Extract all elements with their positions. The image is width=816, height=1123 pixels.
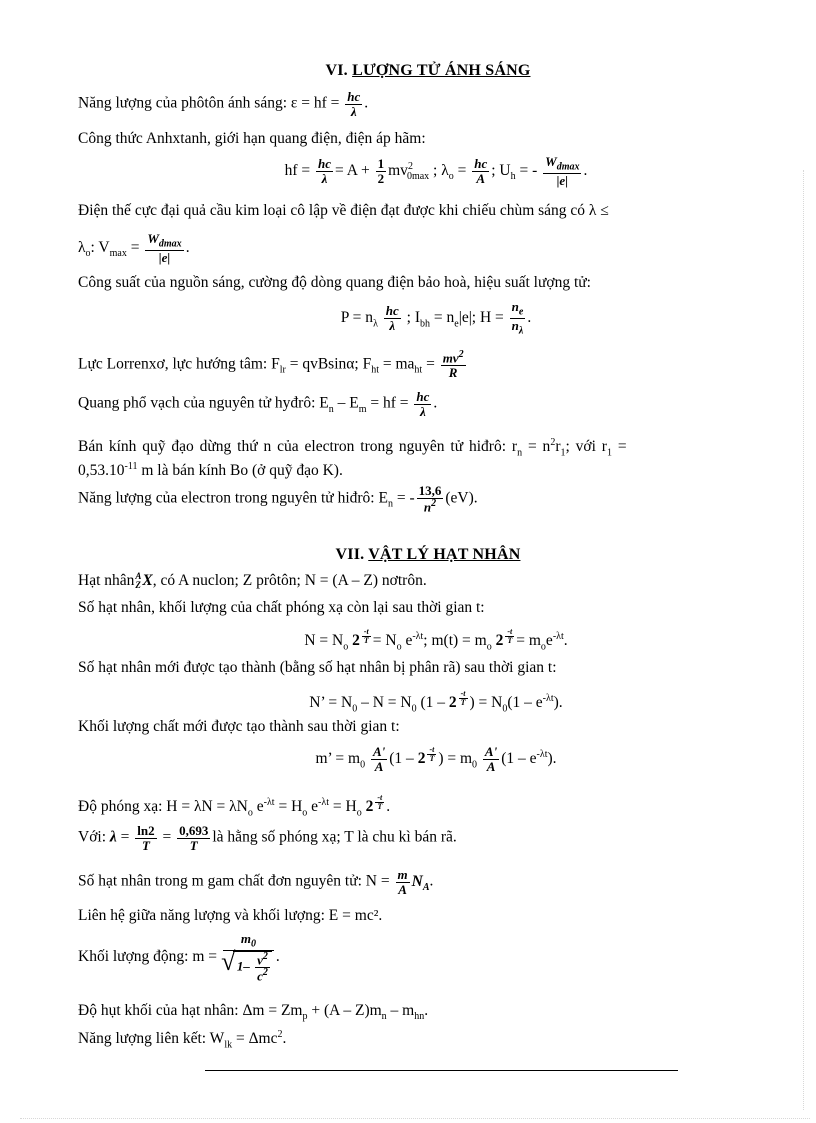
photon-energy-text: Năng lượng của phôtôn ánh sáng: ε = hf = (78, 94, 344, 112)
unit-ev: (eV). (445, 489, 478, 507)
electron-energy-text: Năng lượng của electron trong nguyên tử hiđrô: E (78, 489, 388, 507)
activity-text: Độ phóng xạ: H = λN = λN (78, 798, 248, 816)
margin-dots-right (803, 170, 804, 1110)
lorentz-line: Lực Lorrenxơ, lực hướng tâm: $F_{lr} = qvBsin\alpha$; $F_{ht} = ma_{ht}$ = $\frac{mv^2}{R}$ (78, 349, 464, 380)
bohr-tail: m là bán kính Bo (ở quỹ đạo K). (137, 462, 343, 480)
lorentz-text-b: = qvBsinα; F (285, 355, 372, 373)
hc-over-lambda-frac: $\frac{hc}{\lambda}$ (347, 89, 361, 119)
spectrum-text: Quang phổ vạch của nguyên tử hyđrô: E (78, 394, 329, 412)
hydrogen-spectrum-line: Quang phổ vạch của nguyên tử hyđrô: $E_n - E_m$ = hf = $\frac{hc}{\lambda}$ . (78, 389, 438, 419)
value-0693: 0,693 (179, 823, 209, 838)
vmax-formula: $\lambda_o$: $V_{max}$ = $\frac{W_{dmax}}{|e|}$ . (78, 231, 190, 266)
lorentz-text-a: Lực Lorrenxơ, lực hướng tâm: F (78, 355, 280, 373)
nucleus-tail: , có A nuclon; Z prôtôn; N = (A – Z) nơtrôn. (152, 572, 427, 589)
nucleus-text: Hạt nhân (78, 572, 135, 589)
nuclei-count-line: Số hạt nhân trong m gam chất đơn nguyên tử: N = $\frac{m}{A}$ $N_A$. (78, 867, 434, 897)
power-formula: $P = n_\lambda$ $\frac{hc}{\lambda}$ ; $I_{bh} = n_e|e|$; H = $\frac{n_e}{n_\lambda}$ . (340, 299, 532, 337)
new-nuclei-line: Số hạt nhân mới được tạo thành (bằng số hạt nhân bị phân rã) sau thời gian t: (78, 659, 557, 676)
bohr-value: 0,53.10 (78, 462, 125, 480)
activity-line: Độ phóng xạ: $H = \lambda N = \lambda N_o$ $e^{-\lambda t} = H_o$ $e^{-\lambda t} = H_o$ 2 $^{\frac{-t}{T}}$ . (78, 792, 391, 819)
mass-defect-line: Độ hụt khối của hạt nhân: $\Delta m = Zm_p + (A - Z)m_n - m_{hn}$. (78, 1002, 429, 1023)
nucleus-line: Hạt nhânA ZX, có A nuclon; Z prôtôn; N = (A – Z) nơtrôn. (78, 571, 427, 591)
binding-energy-text: Năng lượng liên kết: W (78, 1030, 225, 1048)
decay-constant-line: Với: λ = $\frac{\ln 2}{T}$ = $\frac{0,693}{T}$ là hằng số phóng xạ; T là chu kì bán rã. (78, 823, 457, 853)
section-6-title: LƯỢNG TỬ ÁNH SÁNG (352, 62, 531, 79)
nuclei-count-text: Số hạt nhân trong m gam chất đơn nguyên tử: N = (78, 872, 394, 890)
mass-defect-text: Độ hụt khối của hạt nhân: Δm = Zm (78, 1002, 303, 1019)
decay-constant-tail: là hằng số phóng xạ; T là chu kì bán rã. (212, 828, 457, 846)
electron-energy-line: Năng lượng của electron trong nguyên tử hiđrô: $E_n$ = - $\frac{13,6}{n^2}$ (eV). (78, 483, 478, 514)
mass-energy-line: Liên hệ giữa năng lượng và khối lượng: E = mc². (78, 907, 383, 924)
bohr-text: Bán kính quỹ đạo dừng thứ n của electron trong nguyên tử hiđrô: r (78, 438, 518, 456)
dynamic-mass-text: Khối lượng động: m = (78, 948, 221, 966)
power-line: Công suất của nguồn sáng, cường độ dòng quang điện bảo hoà, hiệu suất lượng tử: (78, 274, 591, 291)
dynamic-mass-line: Khối lượng động: m = $m_0$ √ 1– $\frac{v^2}{c^2}$ . (78, 932, 778, 983)
max-potential-line: Điện thế cực đại quả cầu kim loại cô lập về điện đạt được khi chiếu chùm sáng có λ ≤ (78, 202, 609, 219)
einstein-heading-line: Công thức Anhxtanh, giới hạn quang điện, điện áp hãm: (78, 130, 426, 147)
section-7-heading (0, 546, 816, 564)
with-label: Với: (78, 828, 107, 846)
value-13-6: 13,6 (418, 483, 442, 498)
new-nuclei-formula: N’ = $N_0 - N = N_0$ (1 – 2 $^{\frac{-t}{T}}$ ) = $N_0(1 - e^{-\lambda t})$. (309, 688, 563, 715)
binding-energy-line: Năng lượng liên kết: $W_{lk} = \Delta mc^2$. (78, 1029, 287, 1051)
section-7-number: VII. (335, 546, 365, 563)
bohr-radius-line-2: $0,53.10^{-11}$ m là bán kính Bo (ở quỹ đạo K). (78, 461, 343, 480)
decay-formula: $N = N_o$ 2 $^{\frac{-t}{T}}$ = $N_o$ $e^{-\lambda t}$; $m(t) = m_o$ 2 $^{\frac{-t}{T}}$ = $m_oe^{-\lambda t}$. (304, 626, 568, 653)
margin-dots-bottom (20, 1118, 810, 1119)
ln2-value: ln2 (137, 823, 155, 838)
bohr-radius-line: Bán kính quỹ đạo dừng thứ n của electron trong nguyên tử hiđrô: $r_n = n^2r_1$; với $r_1$ = (78, 437, 627, 459)
section-7-title: VẬT LÝ HẠT NHÂN (368, 546, 521, 563)
lorentz-text-c: = ma (378, 355, 415, 373)
new-mass-line: Khối lượng chất mới được tạo thành sau thời gian t: (78, 718, 400, 735)
photon-energy-line: Năng lượng của phôtôn ánh sáng: ε = hf = $\frac{hc}{\lambda}$ . (78, 89, 369, 119)
section-6-number: VI. (325, 62, 348, 79)
new-mass-formula: m’ = $m_0$ $\frac{A'}{A}$ (1 – 2 $^{\frac{-t}{T}}$ ) = $m_0$ $\frac{A'}{A}$ $(1 - e^{-\lambda t})$. (315, 744, 557, 775)
footer-divider (205, 1070, 678, 1071)
section-6-heading (0, 62, 816, 80)
decay-line: Số hạt nhân, khối lượng của chất phóng xạ còn lại sau thời gian t: (78, 599, 485, 616)
einstein-formula: hf = $\frac{hc}{\lambda}$ = A + $\frac{1}{2}$ $mv^2_{0max}$ ; $\lambda_o$ = $\frac{hc}{A}$ ; $U_h$ = - $\frac{W_{dmax}}{|e|}$ . (284, 154, 588, 189)
